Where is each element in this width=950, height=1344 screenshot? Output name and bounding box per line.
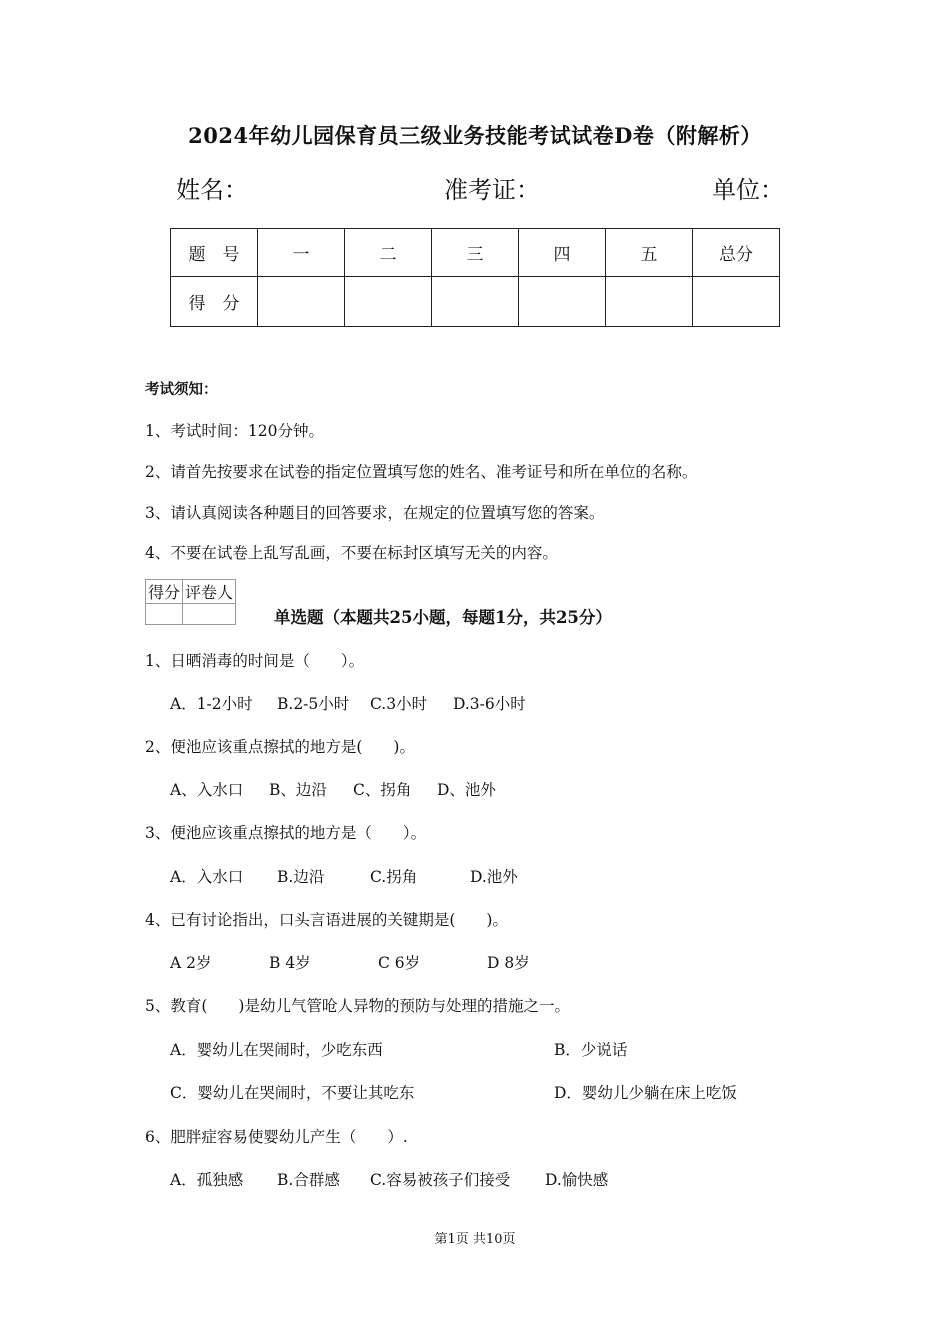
score-row-label: 得 分 <box>171 277 258 327</box>
option: A．孤独感 <box>170 1171 244 1189</box>
name-label: 姓名： <box>176 176 248 204</box>
grader-box-score-cell[interactable] <box>146 604 183 625</box>
option: C、拐角 <box>353 781 412 799</box>
score-entry-cell[interactable] <box>258 277 345 327</box>
score-table-cell: 五 <box>606 229 693 277</box>
page-title: 2024年幼儿园保育员三级业务技能考试试卷D卷（附解析） <box>188 123 762 148</box>
option: D．婴幼儿少躺在床上吃饭 <box>554 1084 737 1102</box>
option: C.拐角 <box>370 868 418 886</box>
score-entry-cell[interactable] <box>345 277 432 327</box>
option: B 4岁 <box>269 954 311 972</box>
score-entry-cell[interactable] <box>606 277 693 327</box>
option: D.愉快感 <box>545 1171 609 1189</box>
score-table-cell: 二 <box>345 229 432 277</box>
grader-box-grader-cell[interactable] <box>183 604 236 625</box>
score-table <box>170 228 780 327</box>
option: B.合群感 <box>277 1171 340 1189</box>
score-table-score-row <box>171 277 780 327</box>
notice-item: 2、请首先按要求在试卷的指定位置填写您的姓名、准考证号和所在单位的名称。 <box>145 463 698 481</box>
score-table-cell: 一 <box>258 229 345 277</box>
option: B、边沿 <box>269 781 327 799</box>
option: A．婴幼儿在哭闹时，少吃东西 <box>170 1041 383 1059</box>
question-text: 1、日晒消毒的时间是（ ）。 <box>145 652 365 670</box>
option: D、池外 <box>437 781 496 799</box>
option: C.3小时 <box>370 695 428 713</box>
question-text: 2、便池应该重点擦拭的地方是( )。 <box>145 738 415 756</box>
section-title: 单选题（本题共25小题，每题1分，共25分） <box>274 608 612 627</box>
notice-item: 4、不要在试卷上乱写乱画，不要在标封区填写无关的内容。 <box>145 544 558 562</box>
page-footer: 第1页 共10页 <box>434 1232 516 1247</box>
option: C 6岁 <box>378 954 421 972</box>
option: D.3-6小时 <box>453 695 526 713</box>
option: D 8岁 <box>487 954 530 972</box>
option: B.2-5小时 <box>277 695 350 713</box>
option: A．1-2小时 <box>170 695 253 713</box>
grader-box-grader-label: 评卷人 <box>183 580 236 604</box>
score-entry-cell[interactable] <box>519 277 606 327</box>
score-table-cell: 三 <box>432 229 519 277</box>
question-text: 4、已有讨论指出，口头言语进展的关键期是( )。 <box>145 911 508 929</box>
score-table-cell: 题 号 <box>171 229 258 277</box>
grader-box <box>145 579 236 625</box>
question-text: 6、肥胖症容易使婴幼儿产生（ ）. <box>145 1128 408 1146</box>
score-table-header-row <box>171 229 780 277</box>
score-entry-cell[interactable] <box>693 277 780 327</box>
option: A 2岁 <box>170 954 212 972</box>
score-table-cell: 总分 <box>693 229 780 277</box>
option: B.边沿 <box>277 868 325 886</box>
score-entry-cell[interactable] <box>432 277 519 327</box>
option: D.池外 <box>470 868 518 886</box>
question-text: 5、教育( )是幼儿气管呛人异物的预防与处理的措施之一。 <box>145 997 570 1015</box>
notice-heading: 考试须知： <box>145 381 218 398</box>
option: A、入水口 <box>170 781 244 799</box>
notice-item: 1、考试时间：120分钟。 <box>145 422 324 440</box>
notice-item: 3、请认真阅读各种题目的回答要求，在规定的位置填写您的答案。 <box>145 504 605 522</box>
option: C．婴幼儿在哭闹时，不要让其吃东 <box>170 1084 415 1102</box>
score-table-cell: 四 <box>519 229 606 277</box>
unit-label: 单位： <box>712 176 784 204</box>
exam-id-label: 准考证： <box>444 176 540 204</box>
option: A．入水口 <box>170 868 244 886</box>
option: B．少说话 <box>554 1041 628 1059</box>
question-text: 3、便池应该重点擦拭的地方是（ ）。 <box>145 824 427 842</box>
grader-box-score-label: 得分 <box>146 580 183 604</box>
option: C.容易被孩子们接受 <box>370 1171 511 1189</box>
